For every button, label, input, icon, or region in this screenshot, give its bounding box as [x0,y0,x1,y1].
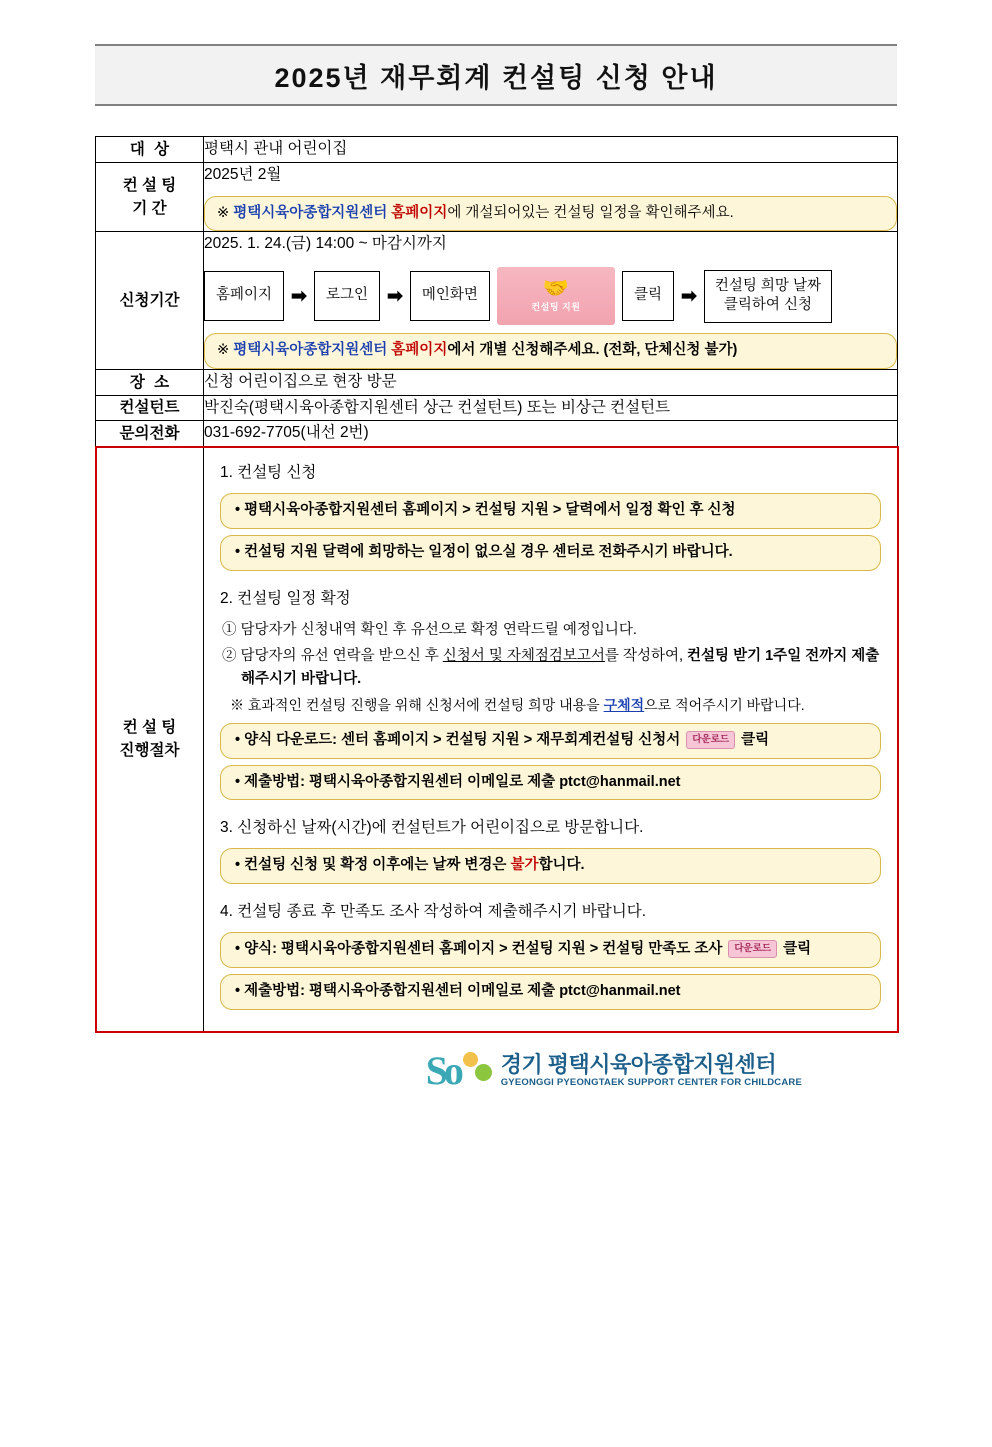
document-page [0,44,992,1447]
row-label-target-part2: 상 [154,140,170,158]
flow-step-click: 클릭 [622,271,674,321]
row-label-target [96,137,204,163]
table-row-apply [96,232,898,370]
procedure-step2-line2-underline: 신청서 및 자체점검보고서 [442,648,605,664]
procedure-step4-box1 [220,932,881,968]
procedure-step3-box-emphasis: 불가 [510,857,539,874]
procedure-step2-line2-bold: 컨설팅 받기 1주일 전까지 제출해주시기 바랍니다. [241,648,880,688]
info-table [95,136,898,1033]
download-chip[interactable]: 다운로드 [686,731,735,749]
row-label-procedure-part2: 진행절차 [119,742,180,760]
procedure-step4-box1-a: • 양식: 평택시육아종합지원센터 홈페이지 > 컨설팅 지원 > 컨설팅 만족도 조사 [235,941,727,958]
document-title-bar [95,44,897,106]
procedure-step2-line1: ① 담당자가 신청내역 확인 후 유선으로 확정 연락드릴 예정입니다. [222,621,637,638]
arrow-icon: ➡ [680,285,697,307]
procedure-step4-box1-b: 클릭 [779,941,812,958]
row-value-phone [204,421,898,447]
apply-note [204,333,897,369]
table-row-place [96,369,898,395]
handshake-icon: 🤝 [542,276,570,300]
row-value-apply [204,232,898,370]
apply-period-text: 2025. 1. 24.(금) 14:00 ~ 마감시까지 [204,235,447,253]
row-label-place [96,369,204,395]
procedure-step2-line3-emphasis: 구체적 [603,697,645,714]
table-row-phone [96,421,898,447]
apply-note-homepage: 홈페이지 [391,342,448,359]
period-note-homepage: 홈페이지 [391,204,448,221]
row-label-procedure [96,447,204,1032]
flow-step-login: 로그인 [314,271,380,321]
procedure-step2-line2-a: ② 담당자의 유선 연락을 받으신 후 [222,648,443,664]
period-note-center: 평택시육아종합지원센터 [233,204,392,221]
row-label-period [96,162,204,232]
consulting-support-banner[interactable] [497,267,615,325]
row-label-phone [96,421,204,447]
procedure-step3-box [220,848,881,884]
flow-step-mainscreen: 메인화면 [410,271,490,321]
row-label-phone-text: 문의전화 [119,425,180,443]
period-note [204,196,897,232]
download-chip[interactable]: 다운로드 [728,940,777,958]
target-text: 평택시 관내 어린이집 [204,140,348,157]
procedure-step4-box2: • 제출방법: 평택시육아종합지원센터 이메일로 제출 ptct@hanmail.net [220,974,881,1010]
footer-logo [0,1047,897,1093]
apply-note-prefix: ※ [217,342,234,359]
apply-note-center: 평택시육아종합지원센터 [233,342,392,359]
row-label-period-part1: 컨 설 팅 [122,176,177,194]
procedure-step3-box-a: • 컨설팅 신청 및 확정 이후에는 날짜 변경은 [235,857,511,874]
row-label-apply-text: 신청기간 [119,291,180,309]
logo-text-block [501,1052,802,1088]
row-value-period [204,162,898,232]
procedure-step2-line2 [222,645,881,691]
flow-step-homepage: 홈페이지 [204,271,284,321]
procedure-step3-box-b: 합니다. [538,857,585,874]
procedure-step2-line3 [222,694,881,716]
procedure-step4-heading: 4. 컨설팅 종료 후 만족도 조사 작성하여 제출해주시기 바랍니다. [220,903,647,921]
procedure-step2-box1 [220,723,881,759]
period-text: 2025년 2월 [204,165,282,183]
logo-english-name: GYEONGGI PYEONGTAEK SUPPORT CENTER FOR CHILDCARE [500,1076,802,1088]
apply-flow-diagram [204,267,897,325]
row-label-consultant [96,395,204,421]
row-label-target-part1: 대 [129,140,150,158]
period-note-suffix: 에 개설되어있는 컨설팅 일정을 확인해주세요. [447,204,734,221]
phone-text: 031-692-7705(내선 2번) [204,424,369,442]
row-label-place-part2: 소 [154,373,170,391]
procedure-step2-box2: • 제출방법: 평택시육아종합지원센터 이메일로 제출 ptct@hanmail.net [220,765,881,801]
row-label-procedure-part1: 컨 설 팅 [122,719,177,737]
procedure-step2-box1-a: • 양식 다운로드: 센터 홈페이지 > 컨설팅 지원 > 재무회계컨설팅 신청서 [235,731,685,748]
procedure-step2-box1-b: 클릭 [737,731,770,748]
flow-step-select-date-line2: 클릭하여 신청 [723,297,812,314]
row-value-procedure [204,447,898,1032]
logo-dot-green [475,1064,492,1081]
period-note-prefix: ※ [217,204,234,221]
table-row-period [96,162,898,232]
place-text: 신청 어린이집으로 현장 방문 [204,372,397,390]
arrow-icon: ➡ [386,285,403,307]
swirl-logo-icon [425,1047,492,1093]
flow-step-select-date-line1: 컨설팅 희망 날짜 [714,277,821,294]
page-title: 2025년 재무회계 컨설팅 신청 안내 [274,62,718,93]
apply-note-mid: 에서 개별 신청해주세요. [447,342,604,359]
table-row-consultant [96,395,898,421]
flow-step-select-date [704,270,832,323]
procedure-step2-line3-b: 으로 적어주시기 바랍니다. [644,697,805,714]
logo-dot-yellow [463,1052,478,1067]
procedure-content [204,447,897,1031]
procedure-step3-heading: 3. 신청하신 날짜(시간)에 컨설턴트가 어린이집으로 방문합니다. [220,819,644,837]
procedure-step2-heading: 2. 컨설팅 일정 확정 [220,589,351,607]
procedure-step1-heading: 1. 컨설팅 신청 [220,464,317,482]
consultant-text: 박진숙(평택시육아종합지원센터 상근 컨설턴트) 또는 비상근 컨설턴트 [204,398,671,416]
procedure-step1-box1: • 평택시육아종합지원센터 홈페이지 > 컨설팅 지원 > 달력에서 일정 확인 후 신청 [220,493,881,529]
procedure-step1-box2: • 컨설팅 지원 달력에 희망하는 일정이 없으실 경우 센터로 전화주시기 바랍니다. [220,535,881,571]
row-label-consultant-text: 컨설턴트 [119,399,180,417]
row-label-period-part2: 기 간 [132,200,167,218]
table-row-procedure [96,447,898,1032]
row-value-target [204,137,898,163]
procedure-step2-line3-a: ※ 효과적인 컨설팅 진행을 위해 신청서에 컨설팅 희망 내용을 [230,697,604,714]
banner-label: 컨설팅 지원 [531,301,581,312]
row-label-apply [96,232,204,370]
apply-note-suffix: (전화, 단체신청 불가) [603,342,738,359]
row-value-place [204,369,898,395]
arrow-icon: ➡ [291,285,307,307]
logo-swirl-glyph: So [425,1047,460,1093]
row-value-consultant [204,395,898,421]
logo-korean-name: 경기 평택시육아종합지원센터 [500,1052,777,1078]
table-row-target [96,137,898,163]
procedure-step2-line2-b: 를 작성하여, [604,648,688,664]
row-label-place-part1: 장 [129,373,150,391]
